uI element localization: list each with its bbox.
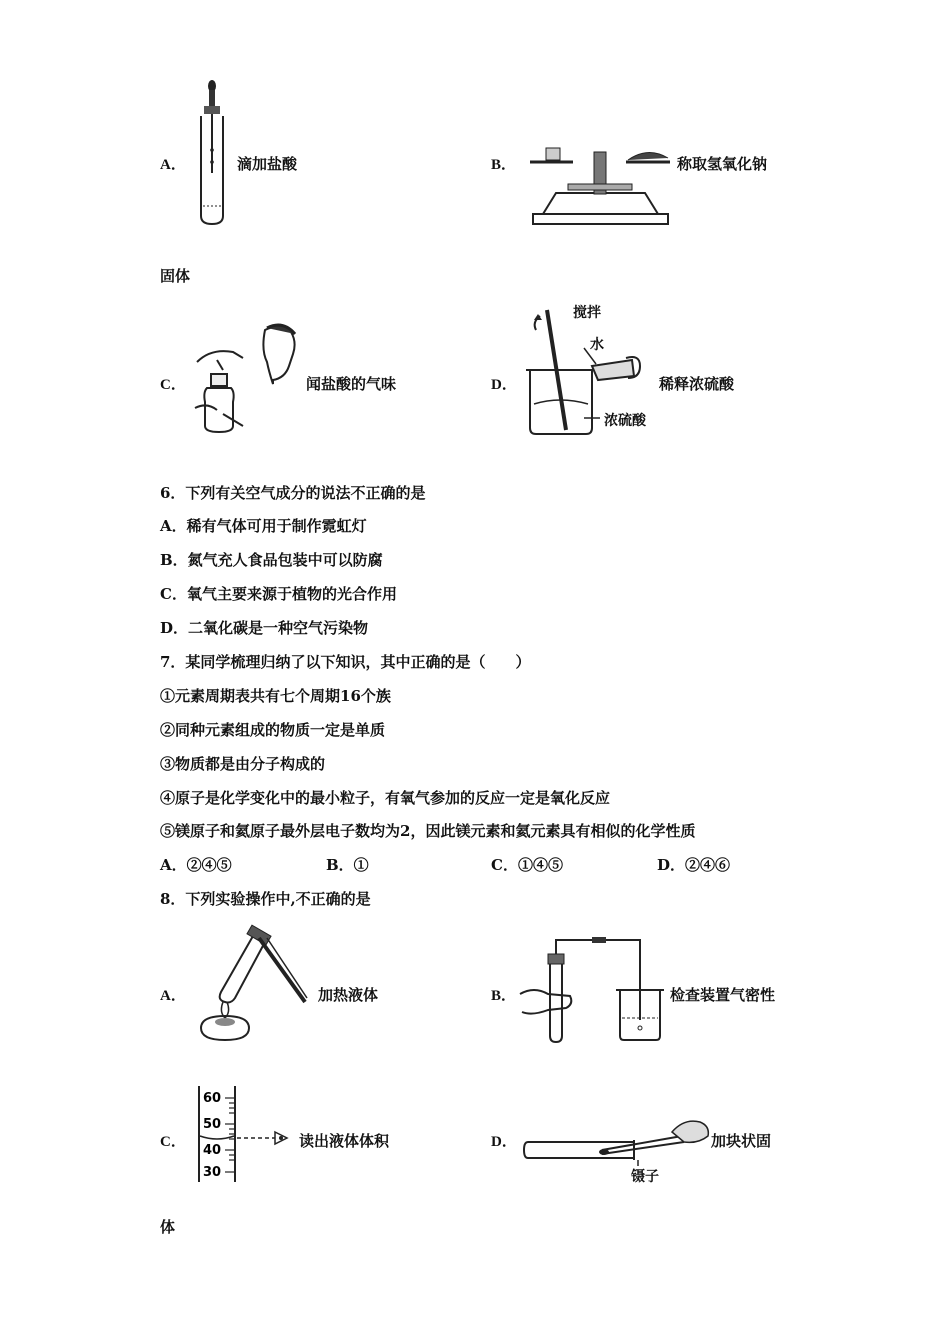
statement-item: ③物质都是由分子构成的 <box>160 755 326 773</box>
option-letter: C． <box>160 1134 186 1150</box>
stir-label: 搅拌 <box>573 305 601 321</box>
smelling-figure <box>193 322 303 434</box>
option-letter: C． <box>160 377 186 393</box>
graduated-cylinder-figure <box>195 1084 295 1184</box>
option-letter: B． <box>491 988 517 1004</box>
option-caption: 检查装置气密性 <box>670 986 776 1004</box>
answer-option: C．氧气主要来源于植物的光合作用 <box>160 585 397 603</box>
answer-option: D．二氧化碳是一种空气污染物 <box>160 619 369 637</box>
answer-option: B．氮气充人食品包装中可以防腐 <box>160 551 383 569</box>
option-caption: 加块状固 <box>711 1132 772 1150</box>
option-letter: B． <box>491 157 517 173</box>
heating-liquid-figure <box>193 928 313 1046</box>
option-caption-continuation: 体 <box>160 1218 176 1236</box>
statement-item: ①元素周期表共有七个周期16个族 <box>160 687 391 705</box>
option-caption: 称取氢氧化钠 <box>677 155 768 173</box>
statement-item: ④原子是化学变化中的最小粒子，有氧气参加的反应一定是氧化反应 <box>160 789 611 807</box>
option-letter: A． <box>160 988 186 1004</box>
dropper-test-tube-figure <box>193 78 233 228</box>
question-stem: 6．下列有关空气成分的说法不正确的是 <box>160 484 426 502</box>
option-letter: A． <box>160 157 186 173</box>
option-caption: 闻盐酸的气味 <box>306 375 397 393</box>
statement-item: ②同种元素组成的物质一定是单质 <box>160 721 386 739</box>
tweezers-label: 镊子 <box>631 1169 659 1185</box>
water-label: 水 <box>590 337 604 353</box>
question-stem: 7．某同学梳理归纳了以下知识，其中正确的是（ ） <box>160 653 531 671</box>
option-caption-continuation: 固体 <box>160 267 191 285</box>
option-letter: D． <box>491 1134 517 1150</box>
airtightness-figure <box>518 934 668 1044</box>
option-caption: 滴加盐酸 <box>237 155 298 173</box>
choice-c: C．①④⑤ <box>491 856 563 874</box>
choice-a: A．②④⑤ <box>160 856 232 874</box>
option-letter: D． <box>491 377 517 393</box>
question-stem: 8．下列实验操作中,不正确的是 <box>160 890 371 908</box>
tweezers-test-tube-figure <box>522 1112 712 1166</box>
scale-label: 50 <box>203 1117 222 1132</box>
option-caption: 读出液体体积 <box>299 1132 390 1150</box>
choice-d: D．②④⑥ <box>657 856 731 874</box>
scale-label: 60 <box>203 1091 222 1106</box>
acid-label: 浓硫酸 <box>604 413 646 429</box>
statement-item: ⑤镁原子和氦原子最外层电子数均为2，因此镁元素和氦元素具有相似的化学性质 <box>160 822 696 840</box>
scale-label: 40 <box>203 1143 222 1158</box>
balance-figure <box>528 138 673 228</box>
answer-option: A．稀有气体可用于制作霓虹灯 <box>160 517 367 535</box>
option-caption: 加热液体 <box>318 986 379 1004</box>
scale-label: 30 <box>203 1165 222 1180</box>
option-caption: 稀释浓硫酸 <box>659 375 735 393</box>
choice-b: B．① <box>326 856 369 874</box>
